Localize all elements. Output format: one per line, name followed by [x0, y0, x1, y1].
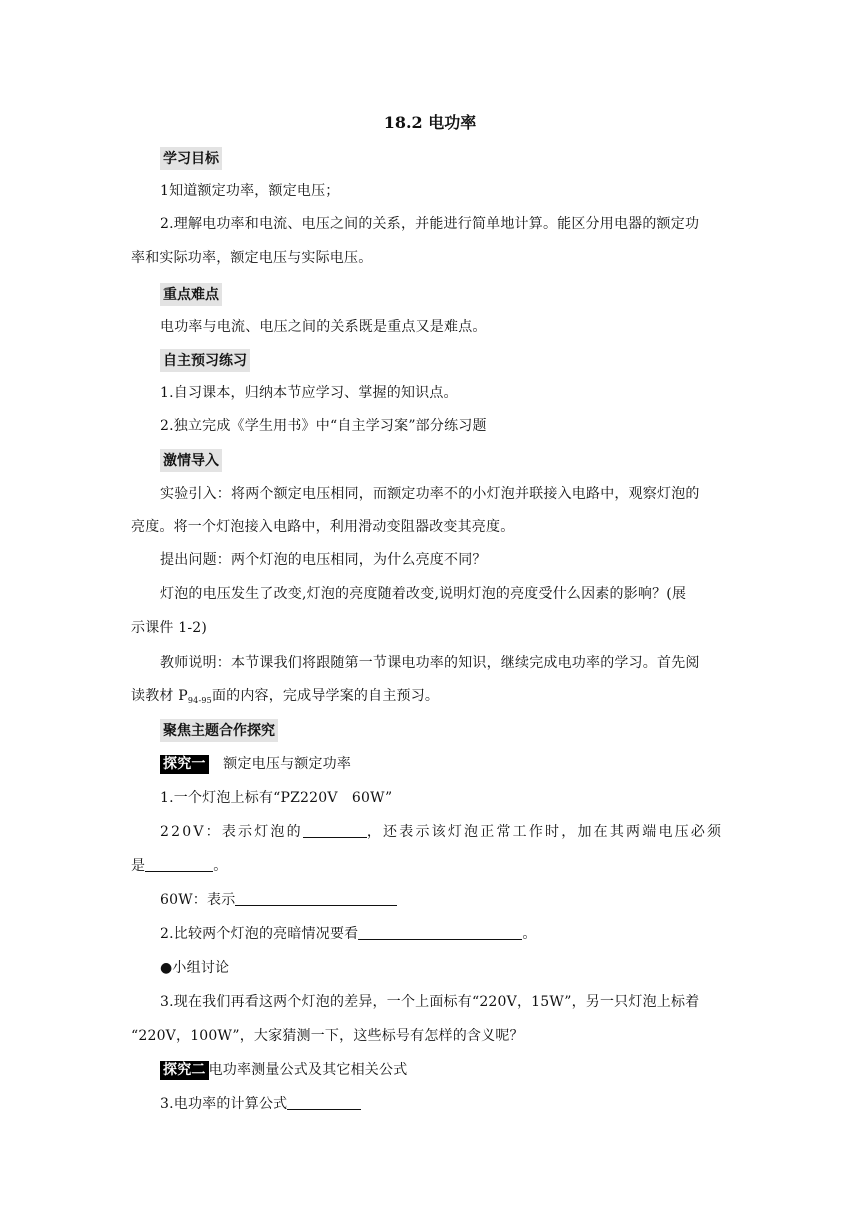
intro-p3-line1: 灯泡的电压发生了改变,灯泡的亮度随着改变,说明灯泡的亮度受什么因素的影响？(展 — [160, 586, 687, 602]
question-2 — [160, 923, 537, 943]
page-title: 18.2 电功率 — [383, 113, 477, 132]
intro-p2: 提出问题：两个灯泡的电压相同，为什么亮度不同？ — [160, 552, 487, 568]
question-1: 1.一个灯泡上标有“PZ220V 60W” — [160, 790, 393, 806]
question-3-line2: “220V，100W”，大家猜测一下，这些标号有怎样的含义呢？ — [131, 1028, 524, 1044]
question-1a-line1 — [160, 821, 723, 841]
question-1b — [160, 889, 397, 909]
question-2-post: 。 — [522, 926, 537, 942]
blank-rated-voltage[interactable] — [303, 823, 367, 838]
question-2-pre: 2.比较两个灯泡的亮暗情况要看 — [160, 926, 359, 942]
group-discussion: ●小组讨论 — [160, 960, 230, 976]
question-4 — [160, 1093, 361, 1113]
intro-p3-line2: 示课件 1-2) — [131, 620, 208, 636]
blank-brightness[interactable] — [358, 925, 522, 940]
question-1a-post: ，还表示该灯泡正常工作时，加在其两端电压必须 — [366, 824, 724, 840]
preview-item-1: 1.自习课本，归纳本节应学习、掌握的知识点。 — [160, 385, 458, 401]
intro-p4-text-b: 面的内容，完成导学案的自主预习。 — [211, 688, 440, 704]
heading-preview: 自主预习练习 — [160, 349, 250, 372]
intro-p1-line2: 亮度。将一个灯泡接入电路中，利用滑动变阻器改变其亮度。 — [131, 519, 515, 535]
objective-item-1: 1知道额定功率，额定电压； — [160, 183, 340, 199]
blank-rated-power[interactable] — [235, 891, 397, 906]
intro-p4-line2 — [131, 685, 439, 705]
question-3-line1: 3.现在我们再看这两个灯泡的差异，一个上面标有“220V，15W”，另一只灯泡上标着 — [160, 994, 700, 1010]
explore-2-tag: 探究二 — [160, 1061, 209, 1080]
heading-key-points: 重点难点 — [160, 283, 222, 306]
blank-power-formula[interactable] — [287, 1095, 361, 1110]
explore-1-header — [160, 753, 351, 773]
question-4-pre: 3.电功率的计算公式 — [160, 1096, 288, 1112]
question-1a2-post: 。 — [213, 858, 228, 874]
question-1a-pre: 220V：表示灯泡的 — [160, 824, 303, 840]
explore-1-tag: 探究一 — [160, 755, 209, 774]
heading-explore: 聚焦主题合作探究 — [160, 719, 278, 742]
intro-p4-text-a: 读教材 P — [131, 688, 188, 704]
question-1a-line2 — [131, 855, 227, 875]
objective-item-2-line1: 2.理解电功率和电流、电压之间的关系，并能进行简单地计算。能区分用电器的额定功 — [160, 216, 700, 232]
key-points-text: 电功率与电流、电压之间的关系既是重点又是难点。 — [160, 319, 487, 335]
intro-p1-line1: 实验引入：将两个额定电压相同，而额定功率不的小灯泡并联接入电路中，观察灯泡的 — [160, 486, 700, 502]
explore-2-header — [160, 1059, 407, 1079]
question-1a2-pre: 是 — [131, 858, 146, 874]
intro-p4-line1: 教师说明：本节课我们将跟随第一节课电功率的知识，继续完成电功率的学习。首先阅 — [160, 655, 700, 671]
explore-1-title: 额定电压与额定功率 — [223, 756, 352, 772]
preview-item-2: 2.独立完成《学生用书》中“自主学习案”部分练习题 — [160, 418, 487, 434]
blank-required-voltage[interactable] — [145, 857, 213, 872]
heading-intro: 激情导入 — [160, 449, 222, 472]
page-range-subscript: 94-95 — [187, 696, 212, 705]
question-1b-pre: 60W：表示 — [160, 892, 236, 908]
objective-item-2-line2: 率和实际功率，额定电压与实际电压。 — [131, 250, 373, 266]
explore-2-title: 电功率测量公式及其它相关公式 — [208, 1062, 408, 1078]
heading-objectives: 学习目标 — [160, 147, 222, 170]
